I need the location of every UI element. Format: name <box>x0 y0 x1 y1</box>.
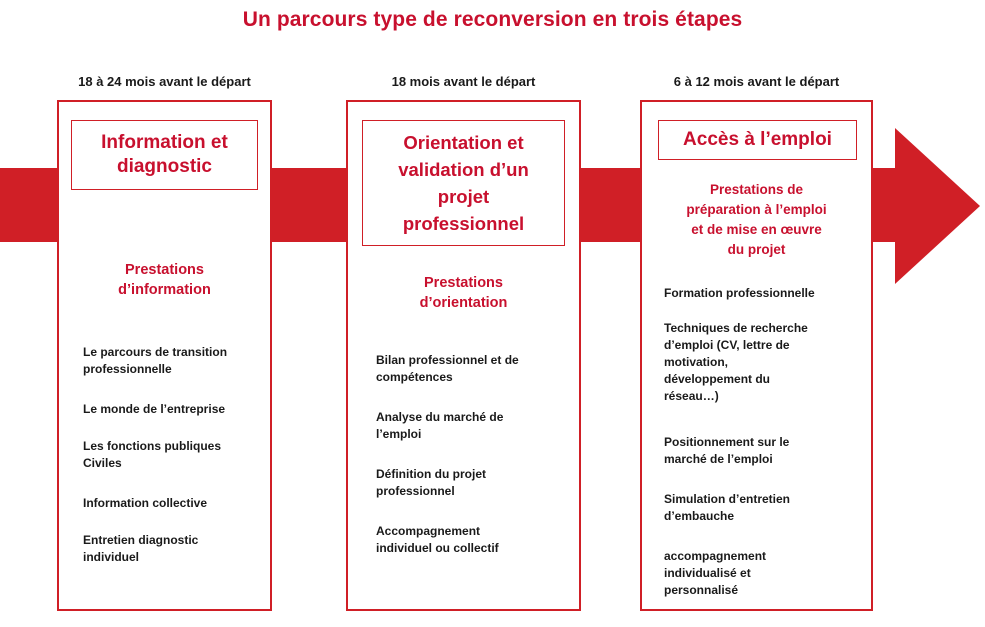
step-3-item: accompagnement individualisé et personnalisé <box>664 549 767 597</box>
step-2-item: Définition du projet professionnel <box>376 467 486 498</box>
step-3-item: Simulation d’entretien d’embauche <box>664 492 791 523</box>
step-2-item: Accompagnement individuel ou collectif <box>376 524 499 555</box>
step-3-card <box>640 100 873 611</box>
step-1-item: Information collective <box>83 496 208 510</box>
step-1-subheading: Prestations d’information <box>118 262 211 298</box>
timeline-arrow-head <box>895 128 980 284</box>
step-1-heading: Information et diagnostic <box>71 120 258 190</box>
step-3-item: Techniques de recherche d’emploi (CV, lettre de motivation, développement du réseau…) <box>664 321 808 403</box>
step-2-card <box>346 100 581 611</box>
diagram-title: Un parcours type de reconversion en trois étapes <box>242 8 743 31</box>
step-1-timing: 18 à 24 mois avant le départ <box>78 74 251 89</box>
step-1-item: Entretien diagnostic individuel <box>83 533 199 564</box>
step-2-subheading: Prestations d’orientation <box>419 275 508 311</box>
step-3-heading: Accès à l’emploi <box>658 120 857 160</box>
step-2-item: Analyse du marché de l’emploi <box>376 410 504 441</box>
step-3-subheading: Prestations de préparation à l’emploi et de mise en œuvre du projet <box>686 182 827 257</box>
step-3-timing: 6 à 12 mois avant le départ <box>673 74 840 89</box>
step-3-item: Positionnement sur le marché de l’emploi <box>664 435 790 466</box>
step-1-item: Le monde de l’entreprise <box>83 402 226 416</box>
step-2-timing: 18 mois avant le départ <box>391 74 536 89</box>
step-2-item: Bilan professionnel et de compétences <box>376 353 519 384</box>
step-3-item: Formation professionnelle <box>664 286 815 300</box>
step-1-item: Les fonctions publiques Civiles <box>83 439 222 470</box>
step-1-item: Le parcours de transition professionnelle <box>83 345 228 376</box>
step-2-heading: Orientation et validation d’un projet professionnel <box>362 120 565 246</box>
step-1-card <box>57 100 272 611</box>
